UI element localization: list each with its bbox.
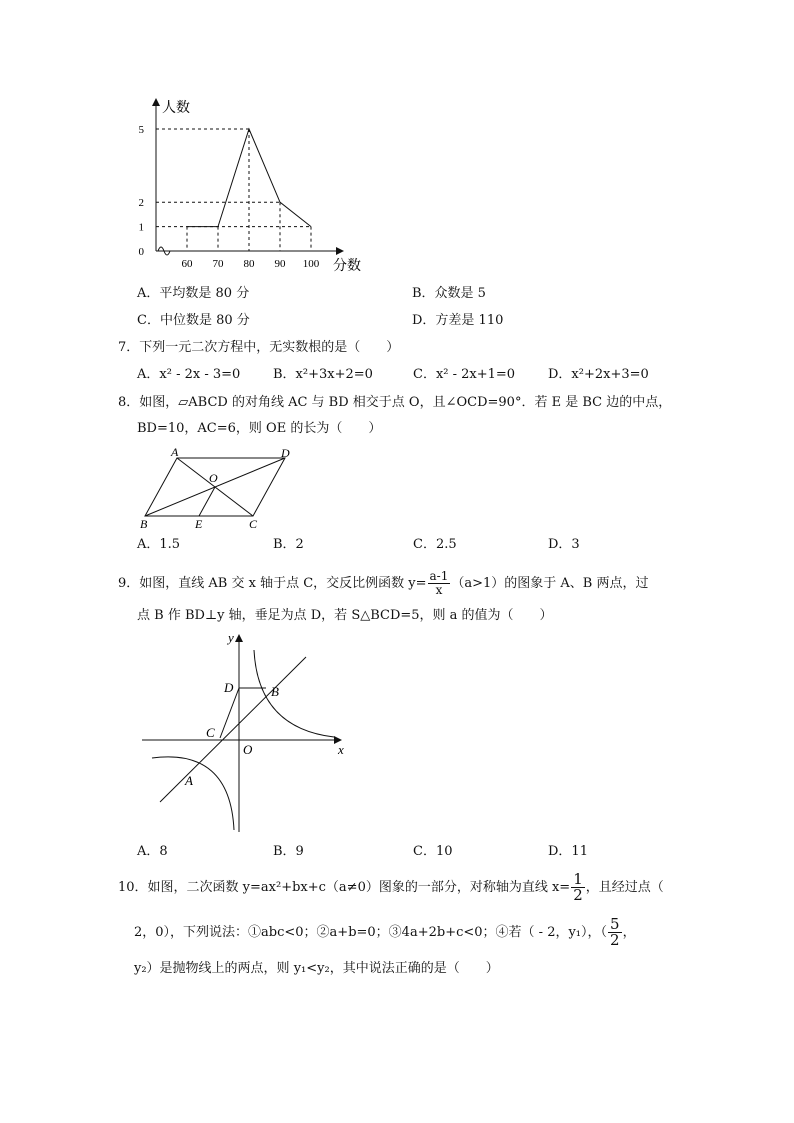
hyperbola-branch-lower	[152, 757, 234, 830]
label-e: E	[195, 517, 203, 531]
q7-option-b: B．x²+3x+2=0	[273, 367, 373, 382]
label-o: O	[209, 471, 218, 485]
q9-stem-line1	[118, 570, 649, 597]
hyperbola-branch-upper	[254, 650, 334, 737]
q10-sym-num: 1	[573, 870, 583, 888]
q6-score-chart	[130, 90, 370, 280]
q8-option-c: C．2.5	[413, 537, 457, 552]
q9-label-c: C	[206, 725, 215, 740]
segment-cd	[220, 688, 239, 738]
q9-hyperbola-figure	[138, 630, 358, 835]
series-line	[218, 129, 311, 227]
q9-stem-post: （a>1）的图象于 A、B 两点，过	[451, 576, 649, 591]
q8-option-d: D．3	[548, 537, 580, 552]
q9-fraction	[428, 570, 451, 597]
q10-p-den: 2	[610, 931, 620, 949]
q10-stem-line1	[118, 872, 664, 903]
q9-option-d: D．11	[548, 844, 588, 859]
label-b: B	[140, 517, 148, 531]
q9-option-a: A．8	[137, 844, 168, 859]
q9-frac-den: x	[435, 583, 443, 597]
q10-sym-den: 2	[573, 886, 583, 904]
q6-option-c: C．中位数是 80 分	[137, 313, 250, 328]
q8-option-b: B．2	[273, 537, 304, 552]
q6-option-d: D．方差是 110	[412, 313, 504, 328]
q9-label-x: x	[338, 742, 344, 757]
y-tick-label: 1	[138, 221, 144, 234]
q9-stem-pre: 9．如图，直线 AB 交 x 轴于点 C，交反比例函数 y=	[118, 576, 427, 591]
q9-label-b: B	[271, 684, 279, 699]
y-tick-label: 0	[138, 246, 144, 258]
x-tick-label: 80	[243, 258, 255, 270]
q9-stem-line2: 点 B 作 BD⊥y 轴，垂足为点 D，若 S△BCD=5，则 a 的值为（ ）	[137, 608, 553, 623]
line-ab	[160, 657, 306, 802]
q10-stem-line3: y₂）是抛物线上的两点，则 y₁<y₂，其中说法正确的是（ ）	[134, 961, 499, 976]
q9-label-y: y	[228, 630, 234, 645]
q9-option-c: C．10	[413, 844, 453, 859]
q7-option-d: D．x²+2x+3=0	[548, 367, 649, 382]
x-tick-label: 90	[274, 258, 286, 270]
y-tick-label: 2	[138, 197, 144, 210]
q10-axis-fraction	[571, 872, 585, 903]
q10-stem-post: ，且经过点（	[585, 880, 664, 895]
q10-stem-line2	[134, 917, 636, 948]
q9-label-o: O	[243, 742, 253, 757]
q8-parallelogram-figure	[135, 444, 305, 534]
q9-option-b: B．9	[273, 844, 304, 859]
y-axis-label: 人数	[162, 101, 190, 116]
q7-option-c: C．x² - 2x+1=0	[413, 367, 516, 382]
x-tick-label: 100	[302, 258, 320, 270]
y-tick-label: 5	[138, 124, 144, 136]
q9-label-d: D	[224, 680, 234, 695]
q9-label-a: A	[185, 773, 193, 788]
q10-line2-pre: 2，0），下列说法：①abc<0；②a+b=0；③4a+2b+c<0；④若（ - 2，y₁），（	[134, 925, 608, 940]
q6-option-a: A．平均数是 80 分	[137, 286, 250, 301]
q8-stem-line1: 8．如图，▱ABCD 的对角线 AC 与 BD 相交于点 O，且∠OCD=90°．若 E 是 BC 边的中点，	[118, 395, 672, 410]
label-a: A	[171, 445, 179, 459]
q9-frac-num: a-1	[429, 569, 449, 583]
q10-stem-pre: 10．如图，二次函数 y=ax²+bx+c（a≠0）图象的一部分，对称轴为直线 x=	[118, 880, 571, 895]
q8-stem-line2: BD=10，AC=6，则 OE 的长为（ ）	[137, 421, 382, 436]
q7-option-a: A．x² - 2x - 3=0	[137, 367, 241, 382]
q6-option-b: B．众数是 5	[412, 286, 486, 301]
x-tick-label: 60	[181, 258, 193, 270]
label-c: C	[249, 517, 258, 531]
segment-oe	[199, 487, 215, 516]
x-tick-label: 70	[212, 258, 224, 270]
label-d: D	[281, 446, 290, 460]
q10-line2-post: ，	[622, 925, 636, 940]
x-axis-label: 分数	[333, 259, 361, 274]
q8-option-a: A．1.5	[137, 537, 181, 552]
q7-stem: 7．下列一元二次方程中，无实数根的是（ ）	[118, 340, 400, 355]
q10-p-num: 5	[610, 915, 620, 933]
q10-point-fraction	[608, 917, 622, 948]
